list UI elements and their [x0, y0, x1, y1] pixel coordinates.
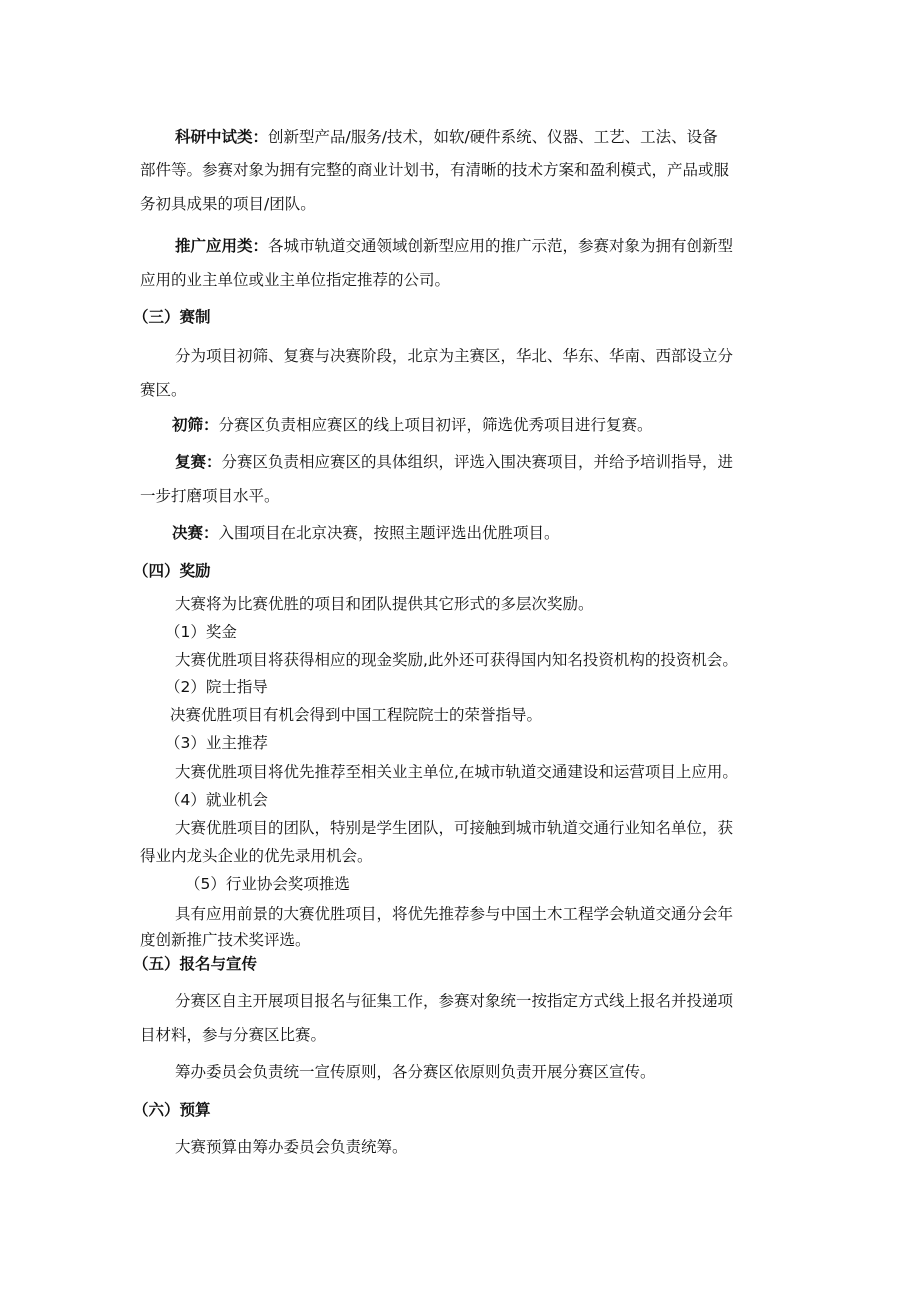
jiangli-intro: 大赛将为比赛优胜的项目和团队提供其它形式的多层次奖励。 [175, 595, 594, 613]
baoming-line-1: 分赛区自主开展项目报名与征集工作，参赛对象统一按指定方式线上报名并投递项 [175, 992, 734, 1010]
fusai-text: 分赛区负责相应赛区的具体组织，评选入围决赛项目，并给予培训指导，进 [221, 453, 734, 471]
jiangli-item4-title: （4）就业机会 [165, 791, 268, 809]
fusai-line-1 [175, 452, 733, 472]
yusuan-line-1: 大赛预算由筹办委员会负责统筹。 [175, 1138, 408, 1156]
jiangli-item1-title: （1）奖金 [165, 623, 237, 641]
section-heading-jiangli: （四）奖励 [133, 562, 211, 580]
saizhi-line-1: 分为项目初筛、复赛与决赛阶段，北京为主赛区，华北、华东、华南、西部设立分 [175, 347, 734, 365]
jiangli-item5-line-1: 具有应用前景的大赛优胜项目，将优先推荐参与中国土木工程学会轨道交通分会年 [175, 905, 734, 923]
jiangli-item2-title: （2）院士指导 [165, 678, 268, 696]
baoming-line-3: 筹办委员会负责统一宣传原则，各分赛区依原则负责开展分赛区宣传。 [175, 1063, 656, 1081]
keyan-label: 科研中试类： [175, 128, 269, 146]
jiangli-item1-text: 大赛优胜项目将获得相应的现金奖励,此外还可获得国内知名投资机构的投资机会。 [175, 651, 738, 669]
keyan-text: 创新型产品/服务/技术，如软/硬件系统、仪器、工艺、工法、设备 [268, 128, 718, 146]
jiangli-item5-title: （5）行业协会奖项推选 [185, 875, 350, 893]
jiangli-item3-text: 大赛优胜项目将优先推荐至相关业主单位,在城市轨道交通建设和运营项目上应用。 [175, 763, 738, 781]
jiangli-item3-title: （3）业主推荐 [165, 734, 268, 752]
chushai-label: 初筛： [172, 416, 219, 434]
baoming-line-2: 目材料，参与分赛区比赛。 [140, 1026, 327, 1044]
section-heading-yusuan: （六）预算 [133, 1101, 211, 1119]
saizhi-line-2: 赛区。 [140, 381, 187, 399]
fusai-label: 复赛： [175, 453, 222, 471]
section-heading-baoming: （五）报名与宣传 [133, 955, 258, 973]
keyan-line-3: 务初具成果的项目/团队。 [140, 195, 316, 213]
fusai-line-2: 一步打磨项目水平。 [140, 487, 280, 505]
chushai-line [172, 415, 653, 435]
jiangli-item5-line-2: 度创新推广技术奖评选。 [140, 931, 311, 949]
chushai-text: 分赛区负责相应赛区的线上项目初评，筛选优秀项目进行复赛。 [218, 416, 653, 434]
keyan-line-1 [175, 127, 718, 147]
juesai-text: 入围项目在北京决赛，按照主题评选出优胜项目。 [218, 524, 560, 542]
keyan-line-2: 部件等。参赛对象为拥有完整的商业计划书，有清晰的技术方案和盈利模式，产品或服 [140, 161, 730, 179]
tuiguang-line-1 [175, 236, 733, 256]
tuiguang-line-2: 应用的业主单位或业主单位指定推荐的公司。 [140, 271, 451, 289]
jiangli-item4-line-1: 大赛优胜项目的团队，特别是学生团队，可接触到城市轨道交通行业知名单位，获 [175, 819, 734, 837]
tuiguang-label: 推广应用类： [175, 237, 269, 255]
jiangli-item4-line-2: 得业内龙头企业的优先录用机会。 [140, 847, 373, 865]
juesai-label: 决赛： [172, 524, 219, 542]
jiangli-item2-text: 决赛优胜项目有机会得到中国工程院院士的荣誉指导。 [170, 706, 543, 724]
section-heading-saizhi: （三）赛制 [133, 308, 211, 326]
tuiguang-text: 各城市轨道交通领域创新型应用的推广示范，参赛对象为拥有创新型 [268, 237, 734, 255]
juesai-line [172, 523, 560, 543]
